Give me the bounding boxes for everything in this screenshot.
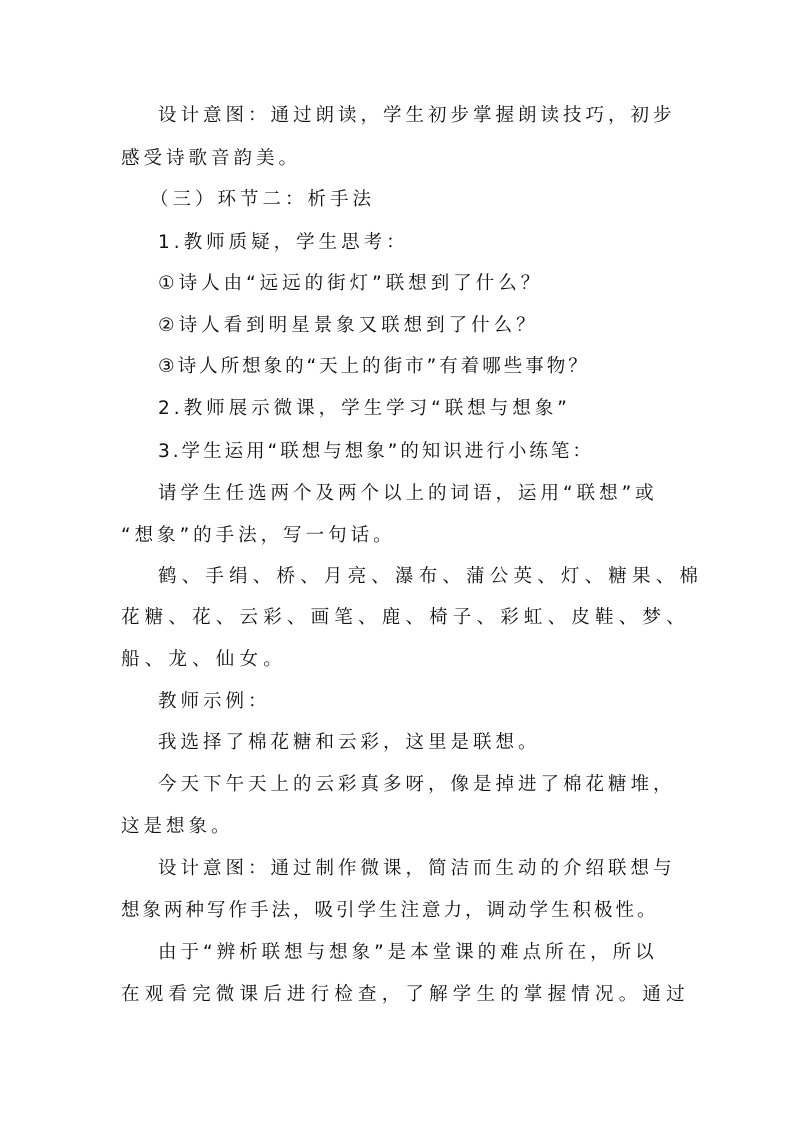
difficulty-paragraph-line-1: 由于“辨析联想与想象”是本堂课的难点所在，所以 bbox=[158, 942, 658, 963]
step-1-question: 1.教师质疑，学生思考： bbox=[158, 232, 409, 253]
question-item-1: ①诗人由“远远的街灯”联想到了什么？ bbox=[158, 273, 544, 294]
example-association: 我选择了棉花糖和云彩，这里是联想。 bbox=[158, 732, 541, 753]
word-list-line-2: 花糖、花、云彩、画笔、鹿、椅子、彩虹、皮鞋、梦、 bbox=[121, 607, 690, 628]
design-intent-paragraph-2-line-2: 想象两种写作手法，吸引学生注意力，调动学生积极性。 bbox=[121, 900, 659, 921]
exercise-instruction-line-2: “想象”的手法，写一句话。 bbox=[121, 525, 396, 546]
section-heading-analysis: （三）环节二：析手法 bbox=[150, 189, 376, 210]
design-intent-paragraph-1-line-2: 感受诗歌音韵美。 bbox=[121, 148, 302, 169]
design-intent-paragraph-1-line-1: 设计意图：通过朗读，学生初步掌握朗读技巧，初步 bbox=[158, 105, 676, 126]
question-item-3: ③诗人所想象的“天上的街市”有着哪些事物？ bbox=[158, 356, 590, 377]
word-list-line-3: 船、龙、仙女。 bbox=[121, 649, 287, 670]
step-3-exercise: 3.学生运用“联想与想象”的知识进行小练笔： bbox=[158, 441, 594, 462]
question-item-2: ②诗人看到明星景象又联想到了什么？ bbox=[158, 315, 539, 336]
exercise-instruction-line-1: 请学生任选两个及两个以上的词语，运用“联想”或 bbox=[158, 483, 658, 504]
word-list-line-1: 鹤、手绢、桥、月亮、瀑布、蒲公英、灯、糖果、棉 bbox=[158, 566, 704, 587]
teacher-example-label: 教师示例： bbox=[158, 691, 271, 712]
step-2-microlesson: 2.教师展示微课，学生学习“联想与想象” bbox=[158, 398, 571, 419]
difficulty-paragraph-line-2: 在观看完微课后进行检查，了解学生的掌握情况。通过 bbox=[121, 984, 690, 1005]
example-imagination-line-2: 这是想象。 bbox=[121, 816, 234, 837]
example-imagination-line-1: 今天下午天上的云彩真多呀，像是掉进了棉花糖堆， bbox=[158, 774, 676, 795]
design-intent-paragraph-2-line-1: 设计意图：通过制作微课，简洁而生动的介绍联想与 bbox=[158, 858, 676, 879]
